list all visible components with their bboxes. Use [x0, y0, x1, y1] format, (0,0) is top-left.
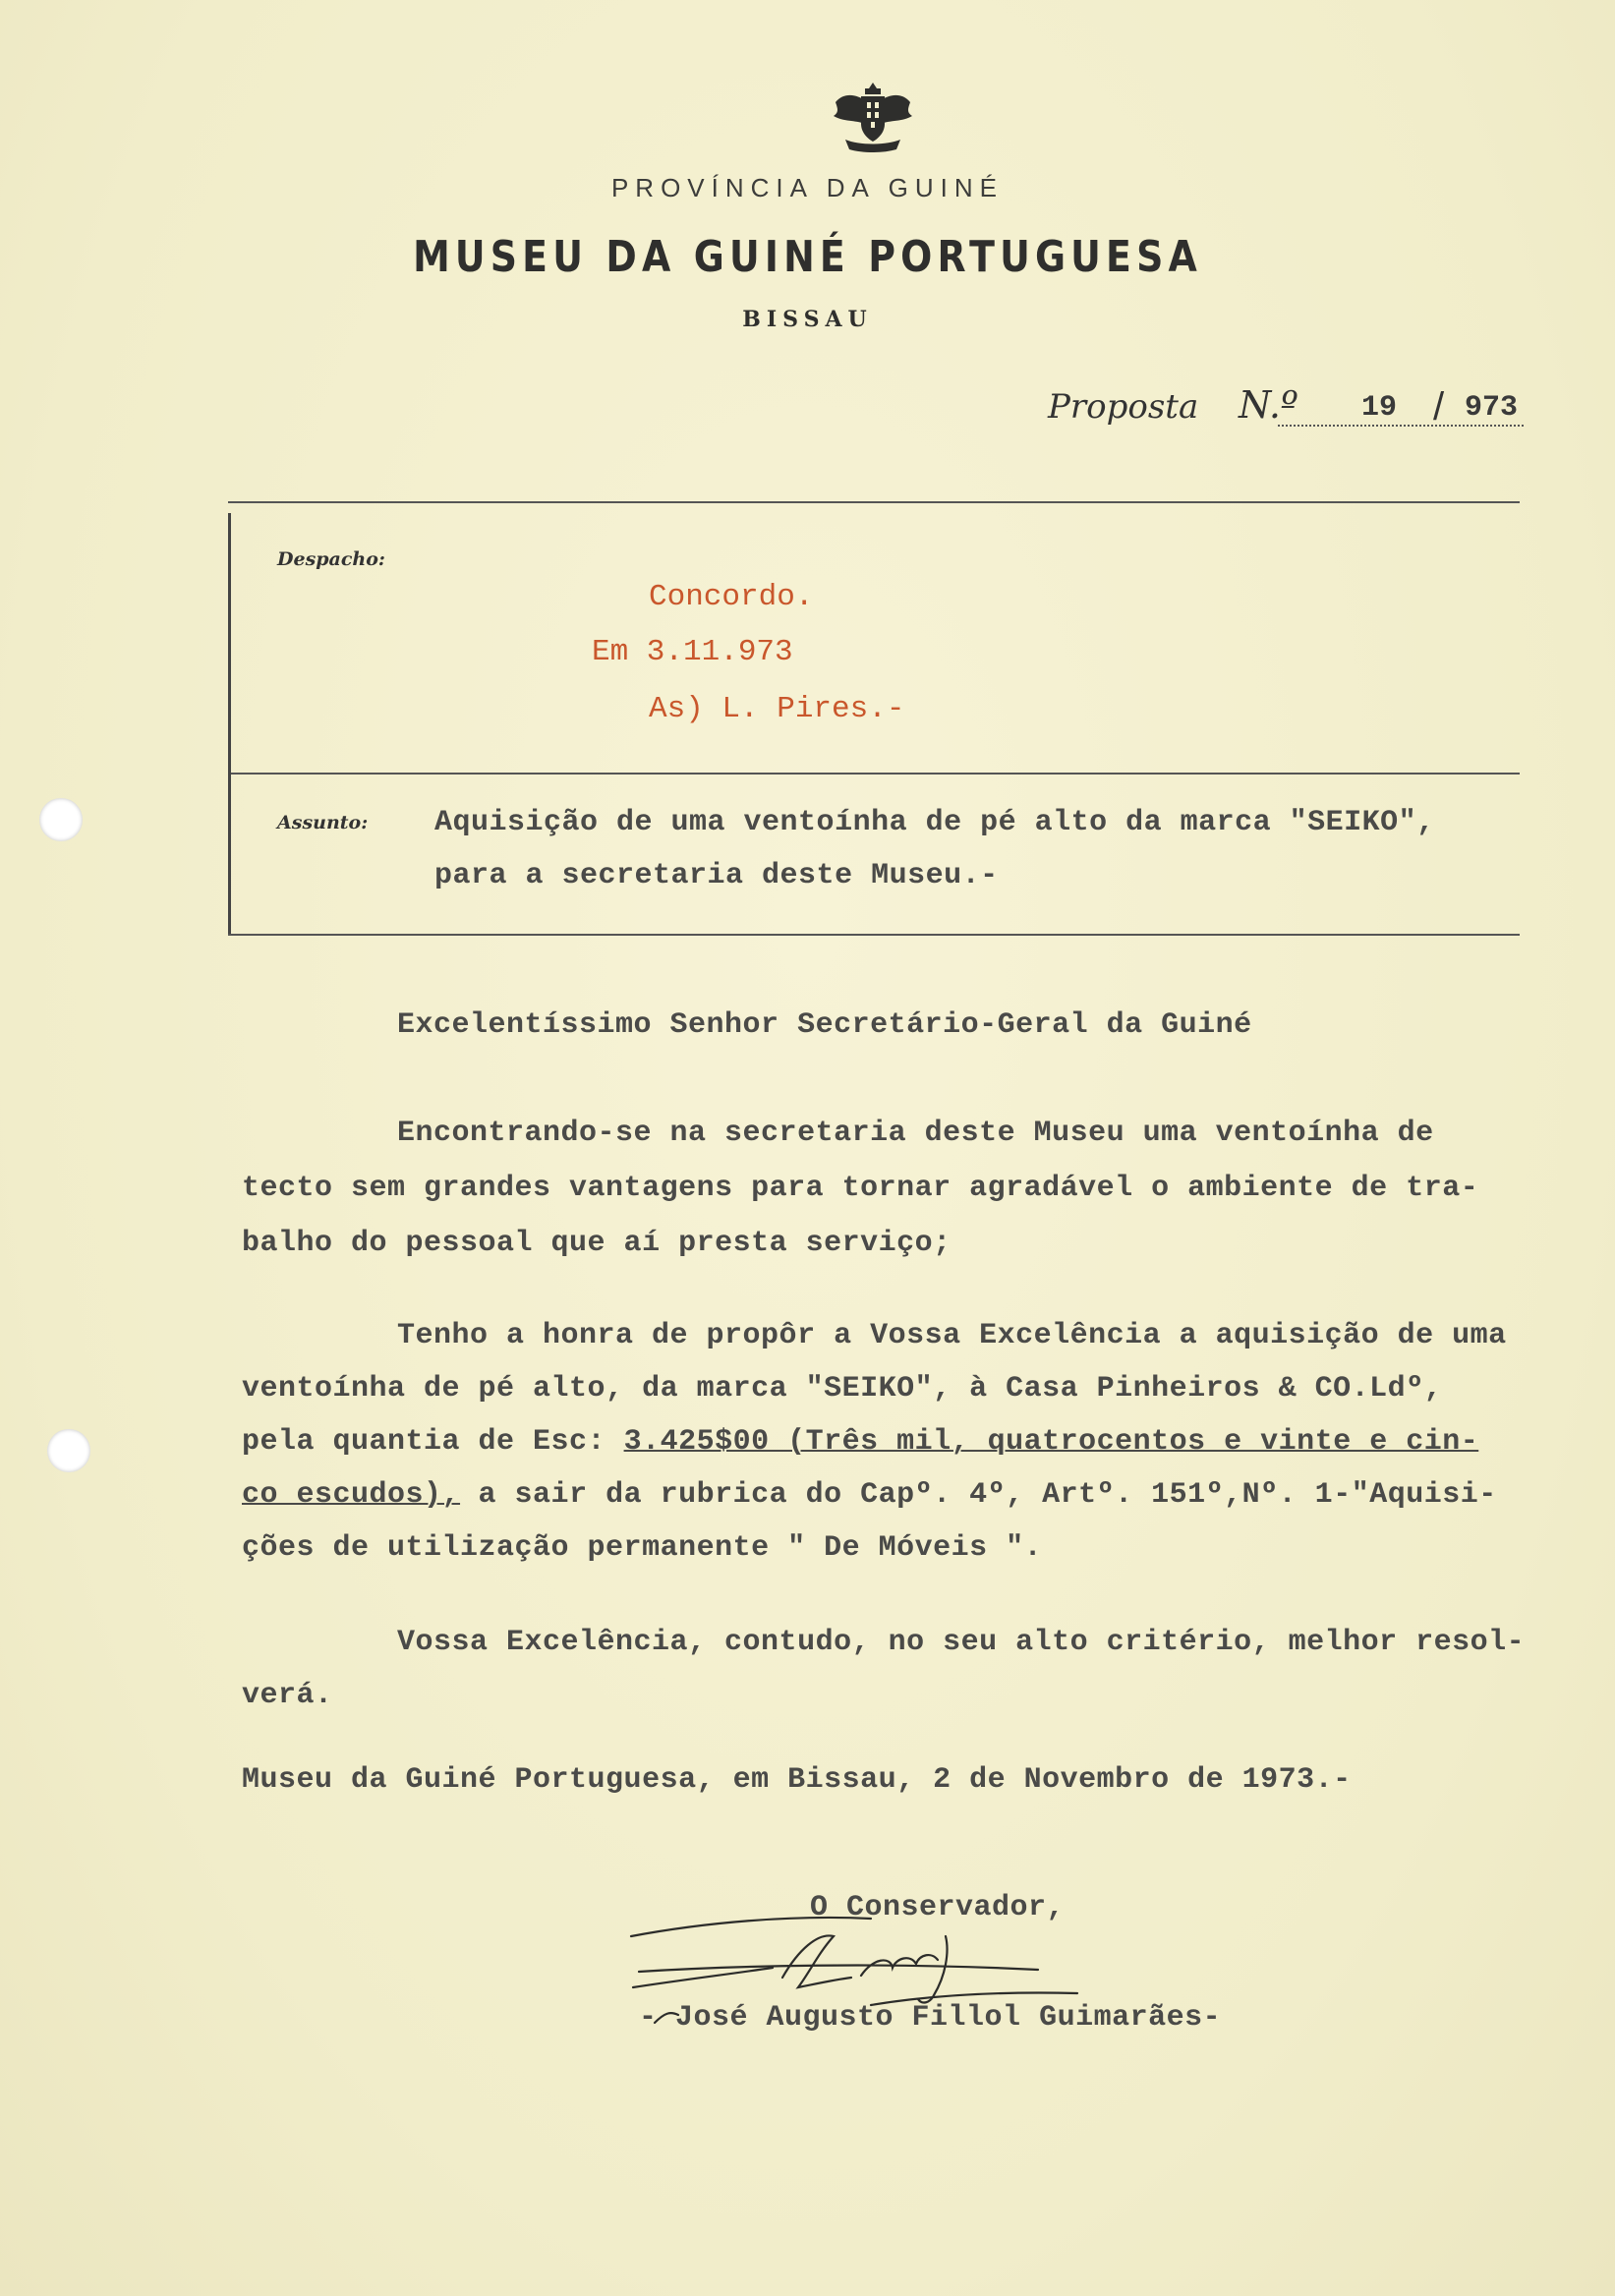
proposal-slash: /: [1433, 385, 1445, 429]
dispatch-line-3: As) L. Pires.-: [649, 692, 905, 726]
paragraph-3-line-2: verá.: [242, 1679, 333, 1712]
paragraph-1-line-3: balho do pessoal que aí presta serviço;: [242, 1227, 952, 1260]
salutation: Excelentíssimo Senhor Secretário-Geral da Guiné: [397, 1008, 1252, 1042]
proposal-number-label: N.º: [1239, 383, 1298, 427]
dispatch-line-1: Concordo.: [649, 580, 814, 614]
paragraph-2-line-2: ventoínha de pé alto, da marca "SEIKO", à Casa Pinheiros & CO.Ldº,: [242, 1372, 1443, 1406]
paragraph-2-line-3-prefix: pela quantia de Esc:: [242, 1425, 606, 1459]
subject-line-1: Aquisição de uma ventoínha de pé alto da marca "SEIKO",: [434, 806, 1435, 839]
proposal-label: Proposta: [1048, 387, 1199, 427]
paragraph-2-line-5: ções de utilização permanente " De Móveis ".: [242, 1531, 1043, 1565]
form-box-bottom-rule: [228, 934, 1520, 936]
paragraph-2-line-1: Tenho a honra de propôr a Vossa Excelência a aquisição de uma: [397, 1319, 1507, 1352]
paragraph-2-line-4-suffix: a sair da rubrica do Capº. 4º, Artº. 151º,Nº. 1-"Aquisi-: [460, 1478, 1497, 1512]
province-heading: PROVÍNCIA DA GUINÉ: [610, 173, 1005, 202]
paragraph-3-line-1: Vossa Excelência, contudo, no seu alto critério, melhor resol-: [397, 1626, 1526, 1659]
dispatch-label: Despacho:: [277, 548, 385, 570]
amount-underlined: 3.425$00 (Três mil, quatrocentos e vinte e cin-: [623, 1425, 1479, 1459]
subject-label: Assunto:: [277, 812, 369, 833]
city-heading: BISSAU: [742, 307, 873, 332]
paragraph-1-line-1: Encontrando-se na secretaria deste Museu uma ventoínha de: [397, 1117, 1434, 1150]
paragraph-2-line-3: [242, 1425, 1478, 1459]
proposal-year: 973: [1465, 391, 1519, 425]
signatory-name: - José Augusto Fillol Guimarães-: [639, 2001, 1222, 2035]
paragraph-1-line-2: tecto sem grandes vantagens para tornar agradável o ambiente de tra-: [242, 1172, 1479, 1205]
subject-line-2: para a secretaria deste Museu.-: [434, 859, 999, 892]
date-line: Museu da Guiné Portuguesa, em Bissau, 2 de Novembro de 1973.-: [242, 1763, 1352, 1797]
form-box-middle-rule: [228, 773, 1520, 775]
punch-hole-bottom: [47, 1429, 90, 1472]
amount-underlined-cont: co escudos),: [242, 1478, 461, 1512]
signatory-title: O Conservador,: [810, 1891, 1066, 1924]
coat-of-arms-icon: [826, 81, 920, 159]
institution-heading: MUSEU DA GUINÉ PORTUGUESA: [413, 232, 1202, 282]
punch-hole-top: [39, 798, 83, 841]
dispatch-line-2: Em 3.11.973: [592, 635, 793, 669]
paragraph-2-line-4: [242, 1478, 1497, 1512]
form-box-top-rule: [228, 501, 1520, 503]
proposal-dotted-line: [1278, 425, 1524, 427]
form-box-left-rule: [228, 513, 231, 934]
proposal-number: 19: [1361, 391, 1398, 425]
